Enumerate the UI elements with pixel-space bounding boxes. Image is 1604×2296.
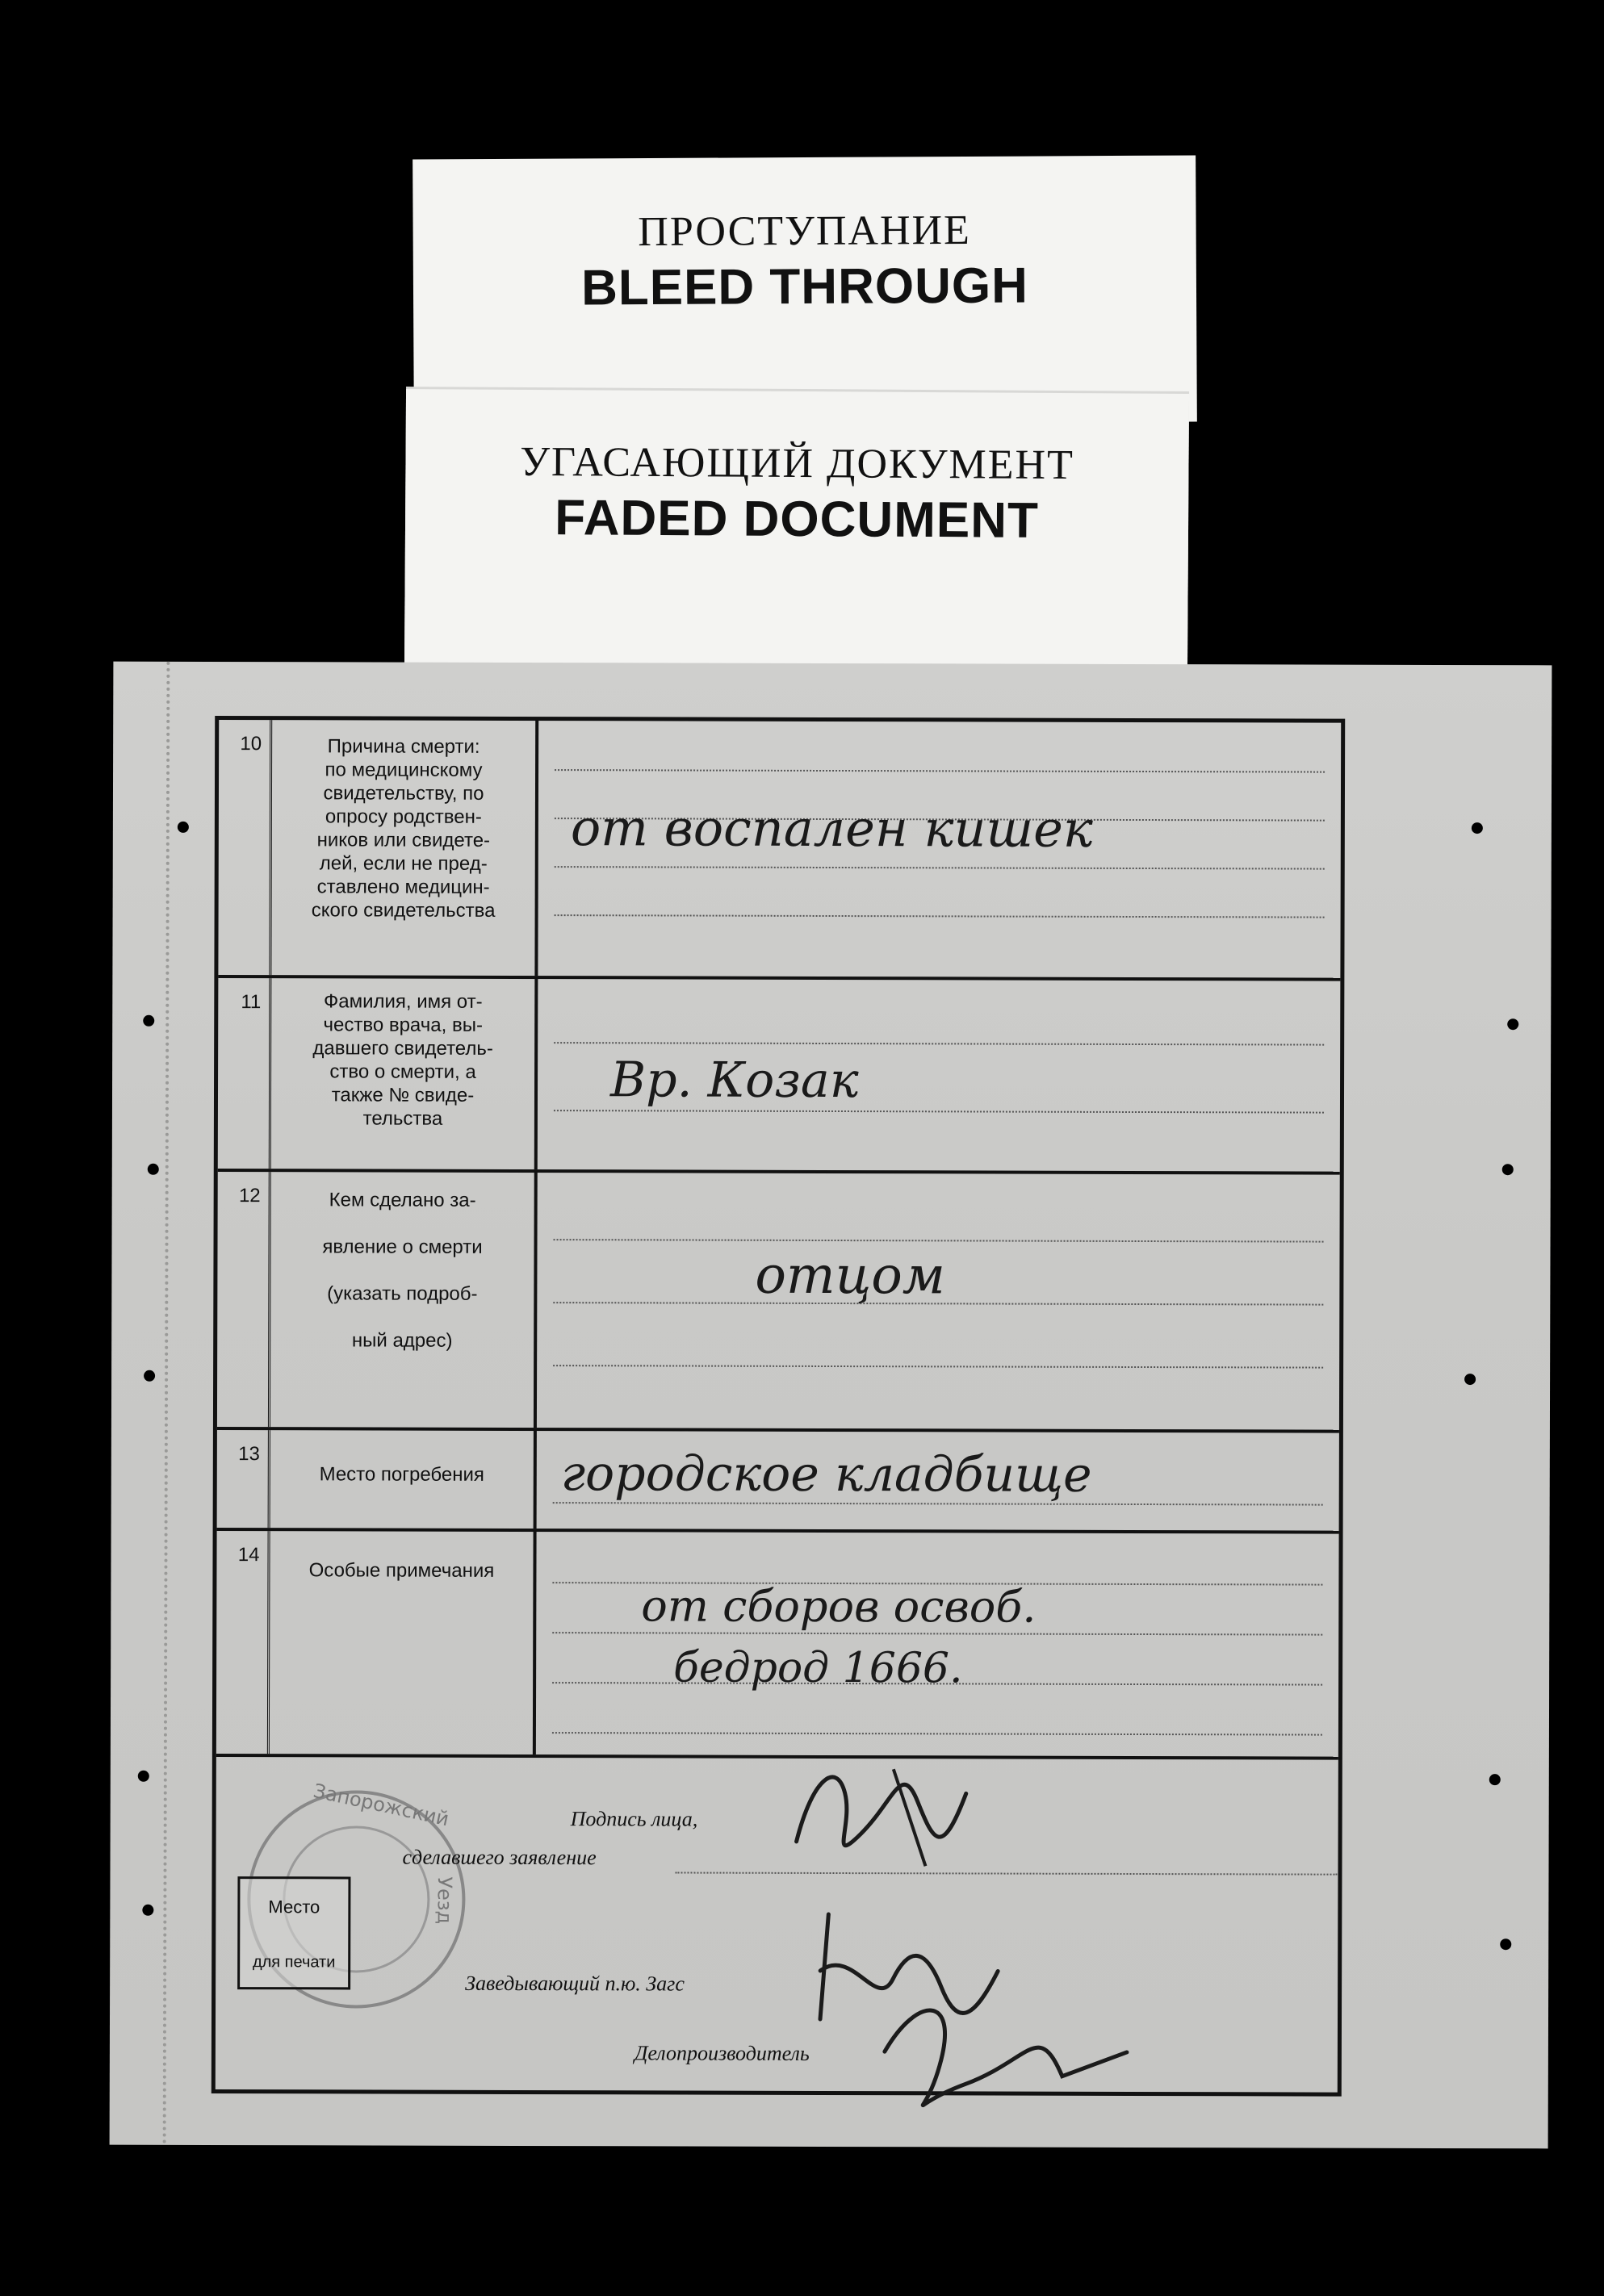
head-of-registry-label: Заведывающий п.ю. Загс	[465, 1971, 685, 1996]
signature-label-line-1: Подпись лица,	[570, 1807, 698, 1831]
punch-hole	[1464, 1374, 1476, 1385]
row-number: 11	[218, 978, 272, 1169]
row-number: 10	[218, 720, 272, 975]
row-value	[537, 1173, 1340, 1430]
declarant-signature	[780, 1745, 990, 1883]
perforation-edge	[163, 662, 170, 2145]
signature-label-line-2: сделавшего заявление	[402, 1845, 597, 1870]
punch-hole	[148, 1164, 159, 1175]
table-row	[217, 1430, 1339, 1534]
clerk-signature	[869, 1987, 1143, 2117]
row-label: Особые примечания	[270, 1531, 537, 1754]
faded-document-notice	[404, 389, 1189, 672]
row-value	[538, 979, 1341, 1172]
row-label: Место погребения	[270, 1430, 537, 1529]
special-notes-line-1: от сборов освоб.	[641, 1580, 1037, 1633]
punch-hole	[178, 822, 189, 833]
row-label: Причина смерти: по медицинскому свидетельству, по опросу родствен- ников или свидете- лей, если не пред- ставлено медицин- ского свидетельства	[271, 720, 538, 976]
row-value	[538, 721, 1341, 978]
burial-place-value: городское кладбище	[560, 1445, 1092, 1503]
row-value	[537, 1431, 1339, 1531]
stamp-text-side: Уезд	[433, 1876, 456, 1925]
cause-of-death-value: от воспален кишек	[570, 798, 1093, 859]
stamp-text-top: Запорожский	[311, 1779, 451, 1831]
clerk-label: Делопроизводитель	[634, 2041, 810, 2065]
bleed-through-notice	[413, 155, 1197, 425]
row-number: 12	[217, 1172, 271, 1427]
bleed-through-ru: ПРОСТУПАНИЕ	[638, 207, 972, 256]
punch-hole	[143, 1015, 154, 1027]
death-record-sheet	[110, 662, 1552, 2149]
row-value	[536, 1532, 1339, 1757]
faded-document-en: FADED DOCUMENT	[555, 490, 1040, 549]
bleed-through-en: BLEED THROUGH	[580, 257, 1029, 316]
special-notes-line-2: бедрод 1666.	[673, 1643, 963, 1693]
table-row	[217, 1172, 1340, 1433]
declarant-value: отцом	[755, 1245, 945, 1307]
table-row	[218, 978, 1341, 1175]
doctor-name-value: Вр. Козак	[609, 1052, 859, 1110]
faded-document-ru: УГАСАЮЩИЙ ДОКУМЕНТ	[520, 438, 1074, 489]
punch-hole	[144, 1370, 155, 1382]
table-row	[218, 720, 1341, 981]
punch-hole	[1500, 1938, 1511, 1950]
row-number: 13	[217, 1430, 270, 1528]
table-row	[216, 1531, 1339, 1760]
seal-place-box: Место для печати	[237, 1876, 350, 1989]
punch-hole	[1502, 1164, 1514, 1175]
row-label: Фамилия, имя от- чество врача, вы- давшего свидетель- ство о смерти, а также № свиде- тельства	[271, 978, 538, 1169]
punch-hole	[1489, 1774, 1501, 1785]
row-number: 14	[216, 1531, 270, 1754]
punch-hole	[142, 1905, 153, 1916]
row-label: Кем сделано за- явление о смерти (указать подроб- ный адрес)	[270, 1172, 538, 1428]
punch-hole	[1507, 1018, 1518, 1030]
punch-hole	[1472, 822, 1483, 834]
punch-hole	[138, 1771, 149, 1782]
